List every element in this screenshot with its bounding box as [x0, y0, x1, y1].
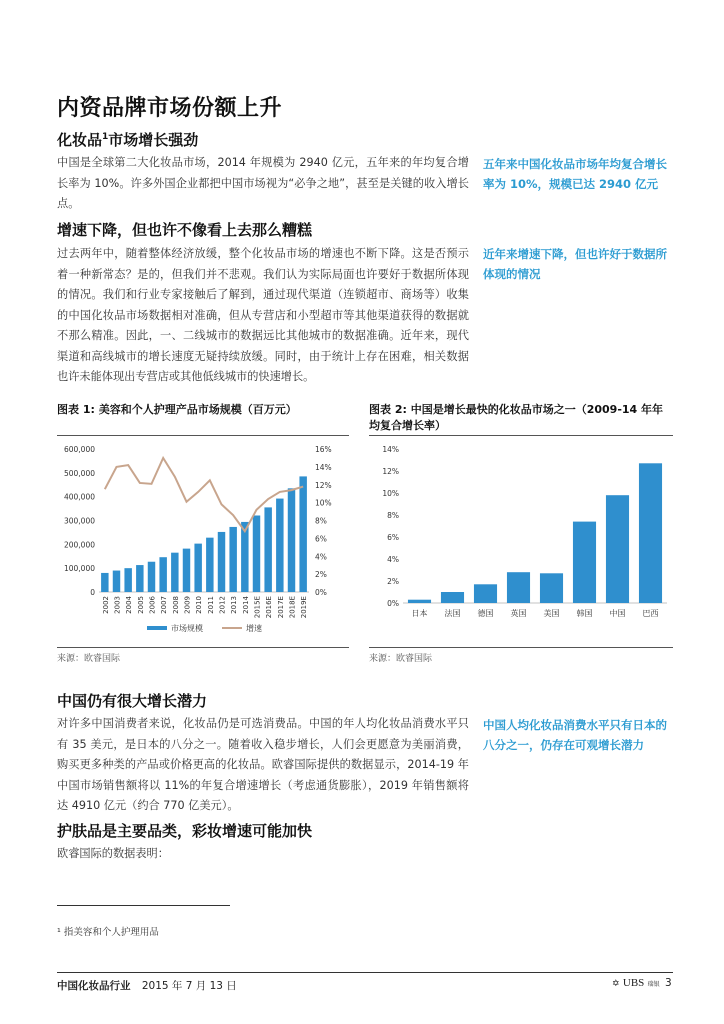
- market-size-bar: [206, 538, 213, 592]
- market-size-chart: [57, 437, 349, 645]
- cagr-bar: [408, 600, 431, 603]
- section3-body: 对许多中国消费者来说，化妆品仍是可选消费品。中国的年人均化妆品消费水平只有 35 美元，是日本的八分之一。随着收入稳步增长，人们会更愿意为美丽消费，购买更多种类的产品或价格更高的化妆品。欧睿国际提供的数据显示，2014-19 年中国市场销售额将以 11%的年复合增速增长（考虑通货膨胀），2019 年销售额将达 4910 亿元（约合 770 亿美元）。: [57, 717, 469, 812]
- footer-rule: [57, 972, 673, 973]
- y-tick-label: 10%: [382, 489, 399, 498]
- y-left-tick-label: 200,000: [63, 540, 95, 550]
- section2-sidenote: 近年来增速下降，但也许好于数据所体现的情况: [483, 247, 667, 281]
- x-tick-label: 2011: [206, 596, 215, 614]
- section-title-cosmetics-growth: [57, 129, 198, 150]
- footnote-marker: 1: [102, 132, 109, 142]
- figure2-top-rule: [369, 435, 673, 436]
- y-left-tick-label: 300,000: [63, 516, 95, 526]
- y-right-tick-label: 8%: [315, 516, 327, 526]
- y-left-tick-label: 0: [90, 588, 95, 597]
- market-size-bar: [276, 499, 283, 592]
- x-tick-label: 日本: [411, 609, 428, 618]
- cagr-bar: [474, 584, 497, 603]
- x-tick-label: 2002: [101, 596, 110, 614]
- x-tick-label: 2003: [113, 596, 122, 614]
- legend-label-growth: 增速: [246, 624, 262, 633]
- footer-report-name: 中国化妆品行业: [57, 980, 131, 992]
- footer-date: 2015 年 7 月 13 日: [141, 980, 237, 992]
- footnote: ¹ 指美容和个人护理用品: [57, 927, 159, 938]
- section1-body: 中国是全球第二大化妆品市场，2014 年规模为 2940 亿元，五年来的年均复合增长率为 10%。许多外国企业都把中国市场视为“必争之地”，甚至是关键的收入增长点。: [57, 156, 469, 210]
- x-tick-label: 美国: [543, 609, 560, 618]
- section1-sidenote: 五年来中国化妆品市场年均复合增长率为 10%，规模已达 2940 亿元: [483, 157, 667, 191]
- x-tick-label: 韩国: [576, 609, 593, 618]
- footnote-rule: [57, 905, 230, 906]
- y-tick-label: 8%: [387, 511, 399, 520]
- footer-page-number: 3: [665, 977, 672, 989]
- x-tick-label: 2009: [183, 596, 192, 614]
- y-tick-label: 4%: [387, 555, 399, 564]
- cagr-bar: [441, 592, 464, 603]
- market-size-bar: [264, 507, 271, 592]
- x-tick-label: 2019E: [300, 596, 309, 619]
- market-size-bar: [124, 568, 131, 592]
- market-size-bar: [113, 571, 120, 592]
- market-size-bar: [194, 544, 201, 592]
- x-tick-label: 2014: [241, 596, 250, 614]
- ubs-keys-icon: ✡: [612, 979, 620, 989]
- x-tick-label: 英国: [510, 609, 527, 618]
- figure1-title: 图表 1: 美容和个人护理产品市场规模（百万元）: [57, 403, 297, 416]
- market-size-bar: [183, 549, 190, 592]
- x-tick-label: 2018E: [288, 596, 297, 619]
- figure2-bottom-rule: [369, 647, 673, 648]
- x-tick-label: 2012: [218, 596, 227, 614]
- y-left-tick-label: 600,000: [63, 445, 95, 454]
- x-tick-label: 法国: [444, 609, 461, 618]
- x-tick-label: 2004: [125, 596, 134, 614]
- market-size-bar: [299, 476, 306, 592]
- cagr-bar: [507, 572, 530, 603]
- y-right-tick-label: 16%: [315, 445, 332, 454]
- y-tick-label: 6%: [387, 533, 399, 542]
- market-size-bar: [229, 527, 236, 592]
- y-tick-label: 14%: [382, 445, 399, 454]
- growth-rate-line: [105, 458, 303, 531]
- footer-left: [57, 978, 237, 993]
- section-title-prefix: 化妆品: [57, 131, 103, 149]
- y-tick-label: 0%: [387, 599, 399, 608]
- x-tick-label: 2006: [148, 596, 157, 614]
- section2-body: 过去两年中，随着整体经济放缓，整个化妆品市场的增速也不断下降。这是否预示着一种新常态？是的，但我们并不悲观。我们认为实际局面也许要好于数据所体现的情况。我们和行业专家接触后了解到，通过现代渠道（连锁超市、商场等）收集的中国化妆品市场数据相对准确，但从专营店和小型超市等其他渠道获得的数据就不那么精准。因此，一、二线城市的数据远比其他城市的数据准确。近年来，现代渠道和高线城市的增长速度无疑持续放缓。同时，由于统计上存在困难，相关数据也许未能体现出专营店或其他低线城市的快速增长。: [57, 247, 469, 383]
- section3-sidenote: 中国人均化妆品消费水平只有日本的八分之一，仍存在可观增长潜力: [483, 718, 667, 752]
- legend-label-market-size: 市场规模: [171, 624, 203, 633]
- y-right-tick-label: 10%: [315, 498, 332, 508]
- section-title-potential: 中国仍有很大增长潜力: [57, 692, 208, 710]
- cagr-bar: [573, 522, 596, 603]
- y-left-tick-label: 100,000: [63, 564, 95, 574]
- y-right-tick-label: 2%: [315, 570, 327, 580]
- market-size-bar: [159, 557, 166, 592]
- x-tick-label: 德国: [477, 609, 494, 618]
- x-tick-label: 2017E: [276, 596, 285, 619]
- x-tick-label: 巴西: [642, 609, 659, 618]
- market-size-bar: [101, 573, 108, 592]
- x-tick-label: 2015E: [253, 596, 262, 619]
- market-size-bar: [253, 515, 260, 592]
- section-title-skincare: 护肤品是主要品类，彩妆增速可能加快: [57, 822, 313, 840]
- figure2-title: 图表 2: 中国是增长最快的化妆品市场之一（2009-14 年年均复合增长率）: [369, 403, 664, 432]
- footer-right: [612, 977, 672, 989]
- figure1-source: 来源：欧睿国际: [57, 654, 121, 664]
- footer-brand-cn: 瑞银: [647, 981, 660, 988]
- figure1-bottom-rule: [57, 647, 349, 648]
- section4-body: 欧睿国际的数据表明：: [57, 847, 169, 860]
- market-size-bar: [148, 562, 155, 592]
- x-tick-label: 2013: [230, 596, 239, 614]
- y-left-tick-label: 400,000: [63, 492, 95, 502]
- market-size-bar: [171, 553, 178, 592]
- y-right-tick-label: 6%: [315, 534, 327, 544]
- cagr-bar: [606, 495, 629, 603]
- footer-brand: UBS: [622, 977, 645, 989]
- cagr-chart: [369, 437, 673, 645]
- y-tick-label: 2%: [387, 577, 399, 586]
- figure2-source: 来源：欧睿国际: [369, 654, 433, 664]
- y-left-tick-label: 500,000: [63, 468, 95, 478]
- section-title-slowdown: 增速下降，但也许不像看上去那么糟糕: [57, 221, 313, 239]
- figure1-top-rule: [57, 435, 349, 436]
- y-tick-label: 12%: [382, 467, 399, 476]
- x-tick-label: 2007: [160, 596, 169, 614]
- x-tick-label: 中国: [609, 609, 626, 618]
- legend-swatch-market-size: [147, 626, 167, 630]
- y-right-tick-label: 4%: [315, 552, 327, 562]
- y-right-tick-label: 14%: [315, 462, 332, 472]
- x-tick-label: 2016E: [265, 596, 274, 619]
- y-right-tick-label: 12%: [315, 480, 332, 490]
- market-size-bar: [218, 532, 225, 592]
- y-right-tick-label: 0%: [315, 588, 327, 597]
- cagr-bar: [540, 573, 563, 603]
- market-size-bar: [288, 488, 295, 592]
- x-tick-label: 2010: [195, 596, 204, 614]
- x-tick-label: 2005: [136, 596, 145, 614]
- x-tick-label: 2008: [171, 596, 180, 614]
- page-heading: 内资品牌市场份额上升: [57, 96, 283, 121]
- section-title-suffix: 市场增长强劲: [108, 131, 199, 149]
- cagr-bar: [639, 463, 662, 603]
- market-size-bar: [136, 565, 143, 592]
